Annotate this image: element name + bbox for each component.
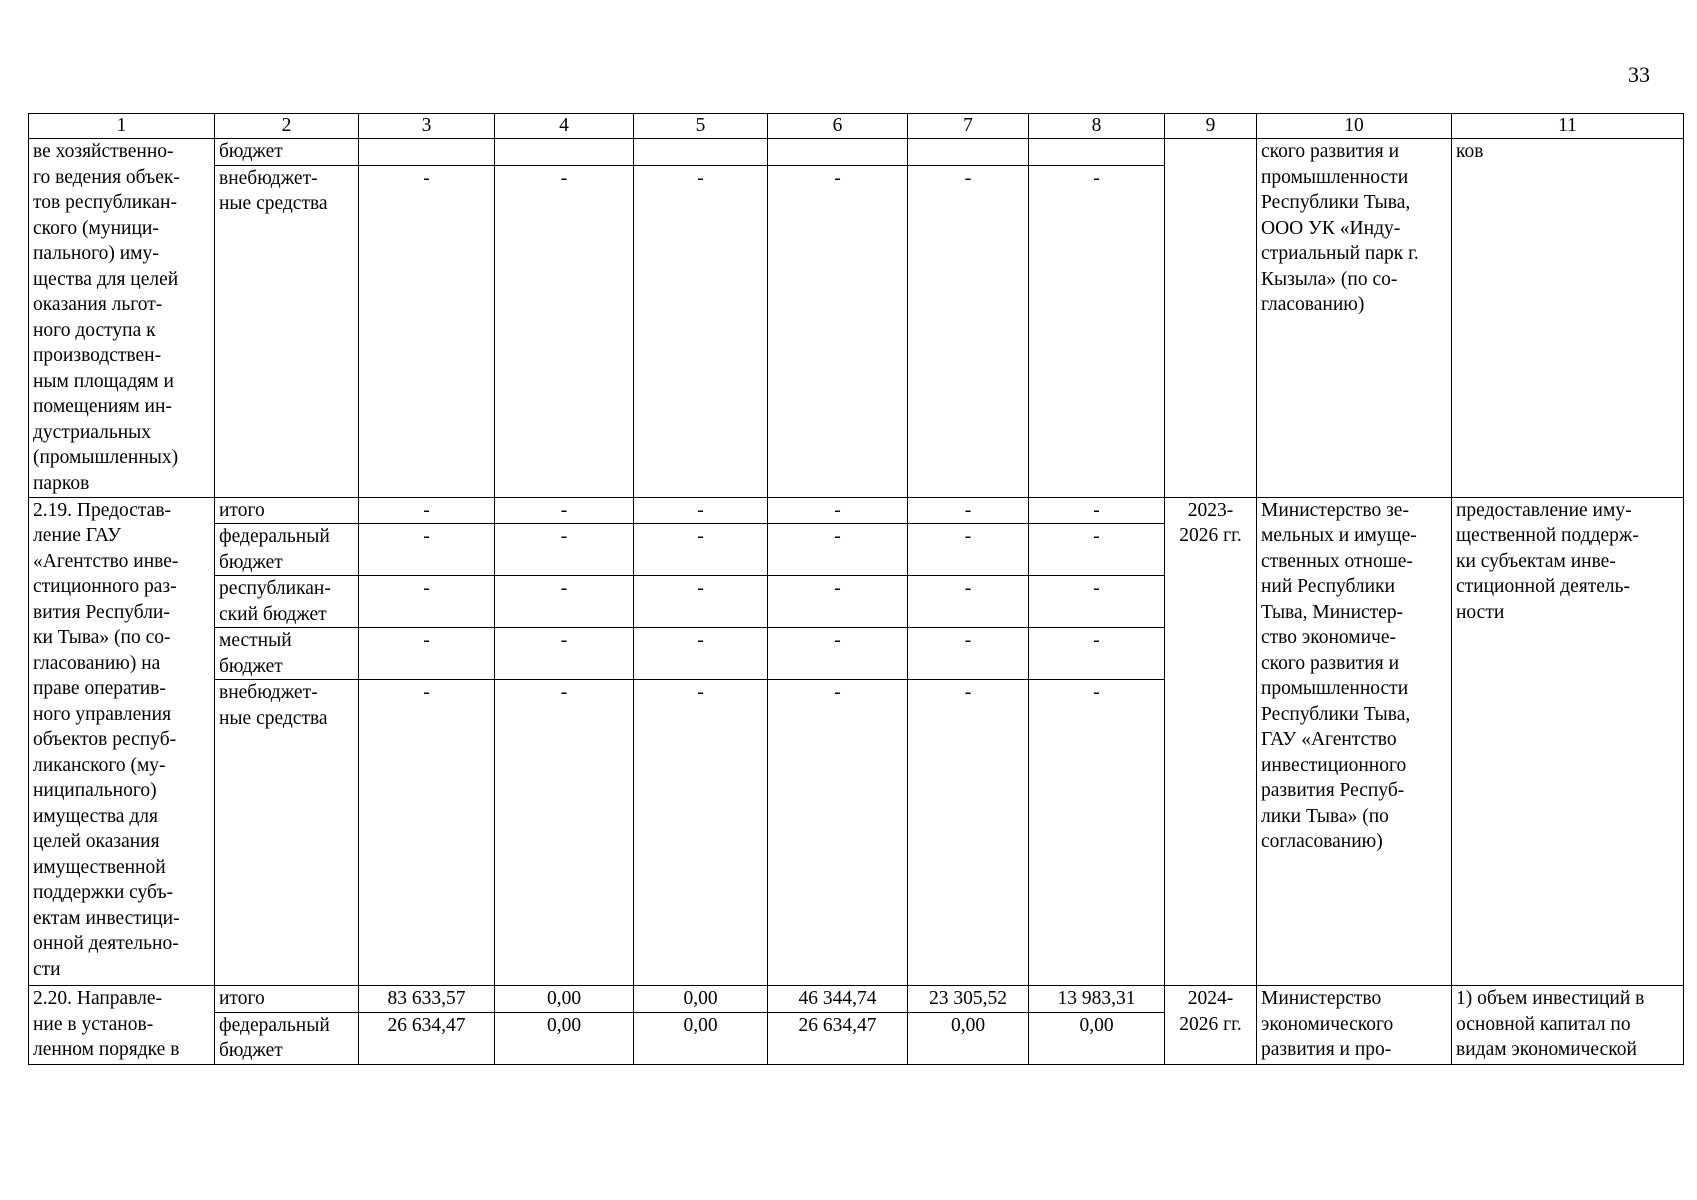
value-cell: - [768,628,908,680]
column-number: 11 [1452,114,1684,139]
value-cell: - [495,576,634,628]
value-cell: - [768,524,908,576]
measure-name-cell: 2.19. Предостав- ление ГАУ «Агентство инве- стиционного раз- вития Республи- ки Тыва» (по со- гласованию) на праве оператив- ного управления объектов респуб- ликанского (му- ниципального) имущества для целей оказания имущественной поддержки субъ- ектам инвестици- онной деятельно- сти [29,497,215,986]
result-cell: 1) объем инвестиций в основной капитал по видам экономической [1452,986,1684,1065]
period-cell: 2023- 2026 гг. [1165,497,1257,986]
value-cell: 0,00 [495,1012,634,1064]
value-cell: - [908,165,1029,497]
column-number: 5 [634,114,768,139]
value-cell: 46 344,74 [768,986,908,1013]
column-number: 7 [908,114,1029,139]
funding-source-cell: итого [215,497,359,524]
value-cell: - [908,680,1029,986]
value-cell: - [634,628,768,680]
value-cell: - [1029,628,1165,680]
value-cell: 0,00 [1029,1012,1165,1064]
executors-cell: Министерство зе- мельных и имуще- ственных отноше- ний Республики Тыва, Министер- ство экономиче- ского развития и промышленности Республики Тыва, ГАУ «Агентство инвестиционного развития Респуб- лики Тыва» (по согласованию) [1257,497,1452,986]
funding-source-cell: федеральный бюджет [215,1012,359,1064]
value-cell: - [768,680,908,986]
column-number: 4 [495,114,634,139]
value-cell: 26 634,47 [359,1012,495,1064]
value-cell: - [908,576,1029,628]
value-cell: - [495,165,634,497]
value-cell: - [359,497,495,524]
value-cell: - [495,497,634,524]
column-number: 10 [1257,114,1452,139]
value-cell: - [495,628,634,680]
period-cell [1165,139,1257,498]
measures-table [28,113,1684,1065]
value-cell: - [495,524,634,576]
period-cell: 2024- 2026 гг. [1165,986,1257,1065]
column-number: 3 [359,114,495,139]
result-cell: ков [1452,139,1684,498]
value-cell: 0,00 [634,986,768,1013]
value-cell: - [908,628,1029,680]
value-cell [768,139,908,166]
executors-cell: ского развития и промышленности Республики Тыва, ООО УК «Инду- стриальный парк г. Кызыла» (по со- гласованию) [1257,139,1452,498]
column-number: 2 [215,114,359,139]
value-cell: - [1029,576,1165,628]
funding-source-cell: федеральный бюджет [215,524,359,576]
value-cell [495,139,634,166]
value-cell: 0,00 [634,1012,768,1064]
page-number: 33 [1628,62,1650,87]
column-number: 8 [1029,114,1165,139]
value-cell: - [768,576,908,628]
value-cell: - [1029,524,1165,576]
table-row [29,497,1684,524]
value-cell: - [634,576,768,628]
table-row [29,986,1684,1013]
funding-source-cell: республикан- ский бюджет [215,576,359,628]
value-cell: 0,00 [908,1012,1029,1064]
value-cell [359,139,495,166]
value-cell: - [908,524,1029,576]
column-number: 6 [768,114,908,139]
funding-source-cell: итого [215,986,359,1013]
value-cell: - [768,165,908,497]
value-cell: - [359,628,495,680]
column-number: 9 [1165,114,1257,139]
measure-name-cell: ве хозяйственно- го ведения объек- тов республикан- ского (муници- пального) иму- щества для целей оказания льгот- ного доступа к производствен- ным площадям и помещениям ин- дустриальных (промышленных) парков [29,139,215,498]
value-cell: - [495,680,634,986]
value-cell: - [634,524,768,576]
value-cell: 23 305,52 [908,986,1029,1013]
header-row [29,114,1684,139]
funding-source-cell: бюджет [215,139,359,166]
funding-source-cell: местный бюджет [215,628,359,680]
value-cell: 83 633,57 [359,986,495,1013]
executors-cell: Министерство экономического развития и про- [1257,986,1452,1065]
funding-source-cell: внебюджет- ные средства [215,165,359,497]
value-cell: - [359,680,495,986]
value-cell: - [1029,497,1165,524]
value-cell [908,139,1029,166]
value-cell: - [634,680,768,986]
value-cell: 0,00 [495,986,634,1013]
table-row [29,139,1684,166]
funding-source-cell: внебюджет- ные средства [215,680,359,986]
value-cell: 26 634,47 [768,1012,908,1064]
column-number: 1 [29,114,215,139]
value-cell: - [1029,680,1165,986]
value-cell: - [359,524,495,576]
value-cell: 13 983,31 [1029,986,1165,1013]
value-cell [634,139,768,166]
value-cell: - [359,165,495,497]
measure-name-cell: 2.20. Направле- ние в установ- ленном порядке в [29,986,215,1065]
value-cell: - [634,165,768,497]
value-cell: - [359,576,495,628]
value-cell: - [908,497,1029,524]
value-cell: - [634,497,768,524]
value-cell [1029,139,1165,166]
value-cell: - [768,497,908,524]
result-cell: предоставление иму- щественной поддерж- ки субъектам инве- стиционной деятель- ности [1452,497,1684,986]
value-cell: - [1029,165,1165,497]
